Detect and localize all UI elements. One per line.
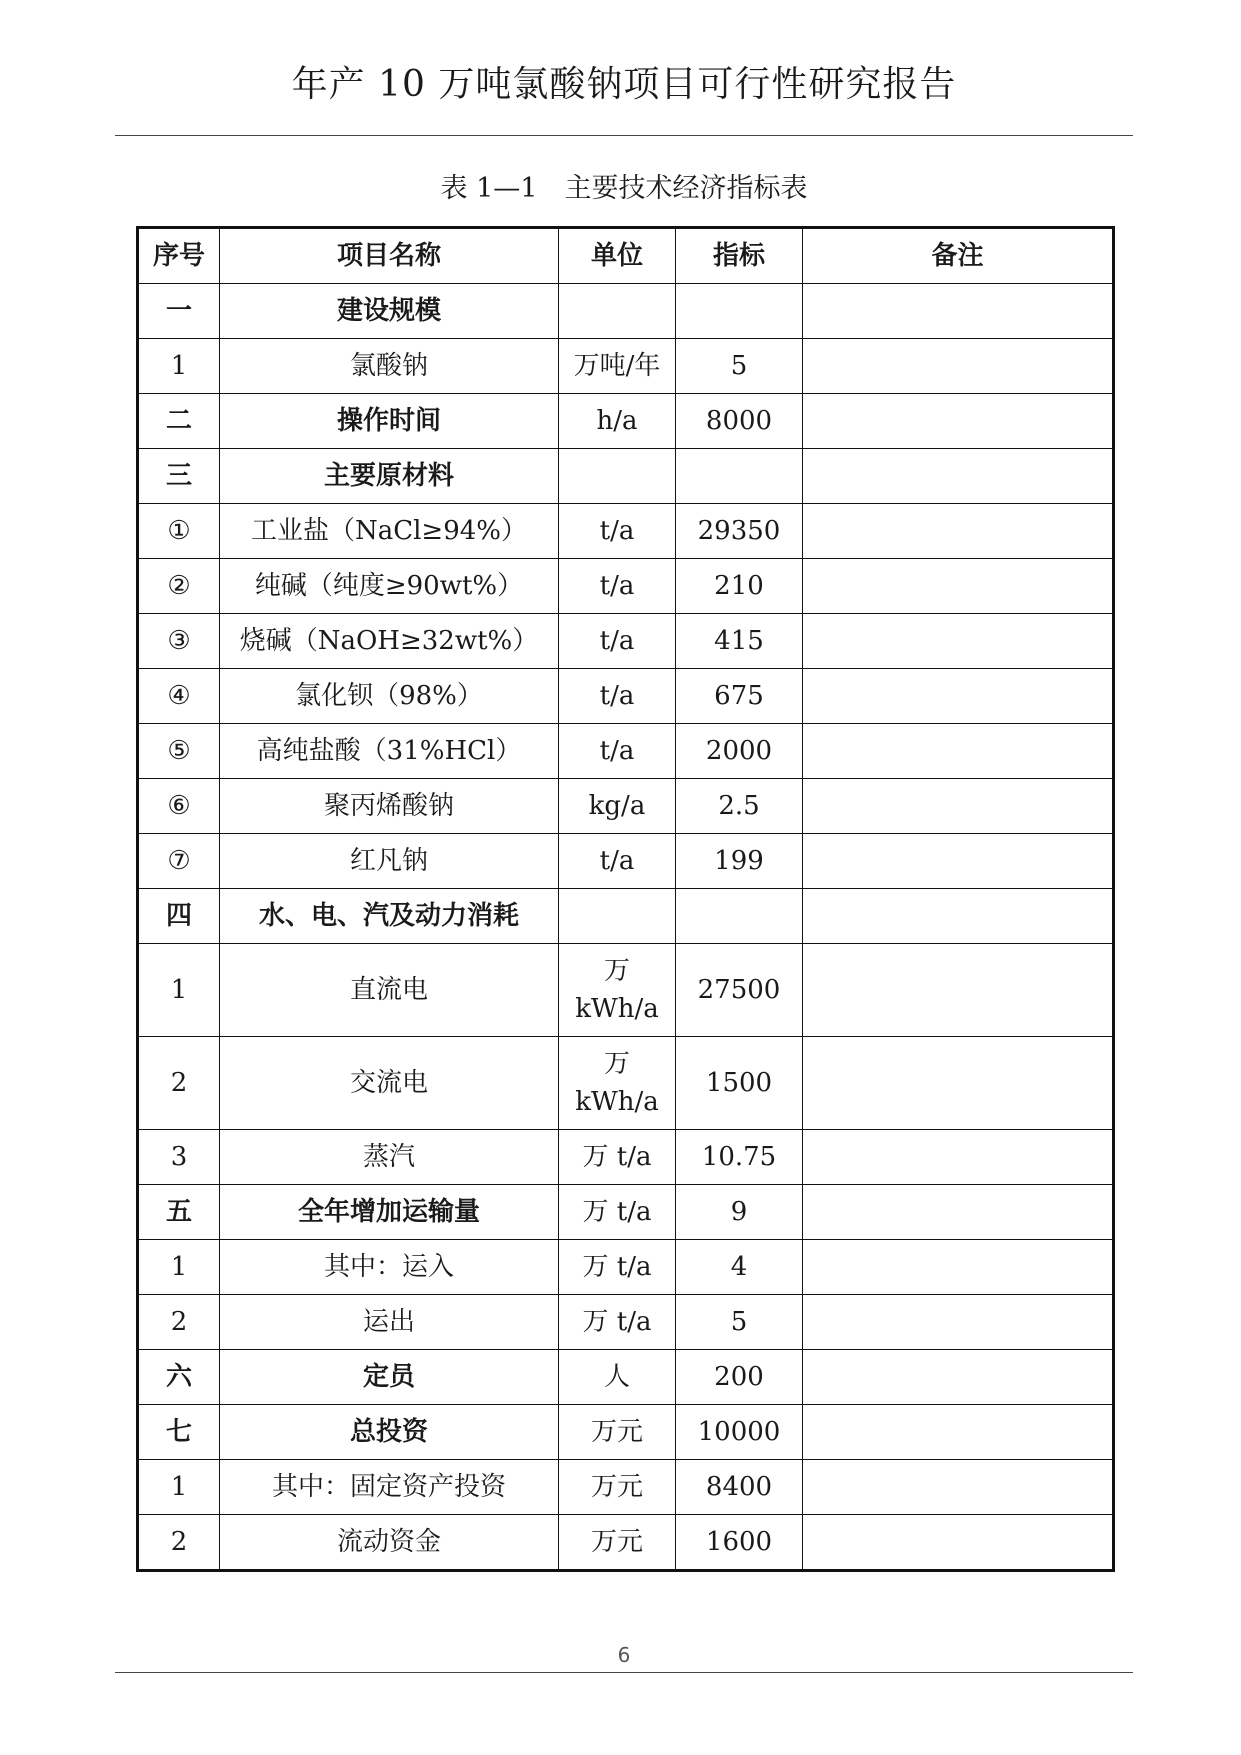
item-name-cell: 定员	[220, 1350, 559, 1405]
remarks-cell	[803, 1295, 1114, 1350]
table-section-row	[138, 449, 1114, 504]
indicator-value-cell	[676, 284, 803, 339]
indicator-value-cell: 210	[676, 559, 803, 614]
header-divider	[115, 135, 1133, 136]
remarks-cell	[803, 449, 1114, 504]
row-index-cell: ⑥	[138, 779, 220, 834]
table-header-row	[138, 228, 1114, 284]
row-index-cell: 2	[138, 1515, 220, 1571]
column-header-indicator: 指标	[676, 228, 803, 284]
indicator-value-cell: 10.75	[676, 1130, 803, 1185]
indicator-value-cell: 2.5	[676, 779, 803, 834]
item-name-cell: 蒸汽	[220, 1130, 559, 1185]
remarks-cell	[803, 1350, 1114, 1405]
row-index-cell: 四	[138, 889, 220, 944]
unit-cell: 万 kWh/a	[559, 944, 676, 1037]
item-name-cell: 直流电	[220, 944, 559, 1037]
row-index-cell: 二	[138, 394, 220, 449]
remarks-cell	[803, 944, 1114, 1037]
item-name-cell: 操作时间	[220, 394, 559, 449]
remarks-cell	[803, 1405, 1114, 1460]
indicator-value-cell: 29350	[676, 504, 803, 559]
table-section-row	[138, 1185, 1114, 1240]
indicator-value-cell: 8000	[676, 394, 803, 449]
row-index-cell: ①	[138, 504, 220, 559]
indicator-value-cell: 2000	[676, 724, 803, 779]
unit-cell: t/a	[559, 834, 676, 889]
page-number: 6	[617, 1643, 631, 1667]
remarks-cell	[803, 889, 1114, 944]
remarks-cell	[803, 669, 1114, 724]
item-name-cell: 氯酸钠	[220, 339, 559, 394]
unit-cell: t/a	[559, 559, 676, 614]
row-index-cell: ③	[138, 614, 220, 669]
item-name-cell: 红凡钠	[220, 834, 559, 889]
item-name-cell: 其中：固定资产投资	[220, 1460, 559, 1515]
remarks-cell	[803, 614, 1114, 669]
remarks-cell	[803, 1240, 1114, 1295]
row-index-cell: 三	[138, 449, 220, 504]
row-index-cell: 1	[138, 339, 220, 394]
table-row	[138, 504, 1114, 559]
item-name-cell: 主要原材料	[220, 449, 559, 504]
table-row	[138, 339, 1114, 394]
indicator-value-cell: 200	[676, 1350, 803, 1405]
column-header-item-name: 项目名称	[220, 228, 559, 284]
item-name-cell: 水、电、汽及动力消耗	[220, 889, 559, 944]
unit-cell: 万 t/a	[559, 1185, 676, 1240]
item-name-cell: 流动资金	[220, 1515, 559, 1571]
indicator-value-cell	[676, 889, 803, 944]
table-section-row	[138, 394, 1114, 449]
remarks-cell	[803, 1515, 1114, 1571]
row-index-cell: 1	[138, 1460, 220, 1515]
indicator-value-cell: 9	[676, 1185, 803, 1240]
row-index-cell: 1	[138, 944, 220, 1037]
indicator-table	[136, 226, 1115, 1572]
row-index-cell: 1	[138, 1240, 220, 1295]
remarks-cell	[803, 1185, 1114, 1240]
item-name-cell: 建设规模	[220, 284, 559, 339]
table-row	[138, 724, 1114, 779]
unit-cell: 万 t/a	[559, 1130, 676, 1185]
item-name-cell: 运出	[220, 1295, 559, 1350]
row-index-cell: 3	[138, 1130, 220, 1185]
column-header-index: 序号	[138, 228, 220, 284]
unit-cell: t/a	[559, 504, 676, 559]
unit-cell: 万 t/a	[559, 1295, 676, 1350]
table-row	[138, 669, 1114, 724]
table-section-row	[138, 889, 1114, 944]
item-name-cell: 工业盐（NaCl≥94%）	[220, 504, 559, 559]
unit-cell: t/a	[559, 724, 676, 779]
unit-cell: 人	[559, 1350, 676, 1405]
table-row	[138, 614, 1114, 669]
unit-cell: t/a	[559, 614, 676, 669]
unit-cell: 万元	[559, 1460, 676, 1515]
unit-cell: 万吨/年	[559, 339, 676, 394]
indicator-value-cell: 27500	[676, 944, 803, 1037]
remarks-cell	[803, 394, 1114, 449]
remarks-cell	[803, 339, 1114, 394]
row-index-cell: ⑤	[138, 724, 220, 779]
unit-cell	[559, 284, 676, 339]
remarks-cell	[803, 1130, 1114, 1185]
item-name-cell: 烧碱（NaOH≥32wt%）	[220, 614, 559, 669]
row-index-cell: ⑦	[138, 834, 220, 889]
remarks-cell	[803, 1037, 1114, 1130]
table-section-row	[138, 1405, 1114, 1460]
unit-cell: t/a	[559, 669, 676, 724]
remarks-cell	[803, 1460, 1114, 1515]
remarks-cell	[803, 779, 1114, 834]
indicator-value-cell: 199	[676, 834, 803, 889]
table-body	[138, 284, 1114, 1571]
item-name-cell: 其中：运入	[220, 1240, 559, 1295]
table-row	[138, 1295, 1114, 1350]
table-section-row	[138, 284, 1114, 339]
table-row	[138, 1130, 1114, 1185]
indicator-value-cell	[676, 449, 803, 504]
row-index-cell: 七	[138, 1405, 220, 1460]
unit-cell: kg/a	[559, 779, 676, 834]
row-index-cell: 2	[138, 1295, 220, 1350]
table-row	[138, 834, 1114, 889]
unit-cell: h/a	[559, 394, 676, 449]
table-row	[138, 1037, 1114, 1130]
unit-cell: 万元	[559, 1405, 676, 1460]
remarks-cell	[803, 724, 1114, 779]
table-section-row	[138, 1350, 1114, 1405]
unit-cell	[559, 449, 676, 504]
item-name-cell: 高纯盐酸（31%HCl）	[220, 724, 559, 779]
indicator-value-cell: 10000	[676, 1405, 803, 1460]
item-name-cell: 氯化钡（98%）	[220, 669, 559, 724]
indicator-value-cell: 5	[676, 339, 803, 394]
indicator-value-cell: 1600	[676, 1515, 803, 1571]
remarks-cell	[803, 504, 1114, 559]
indicator-table-container	[136, 226, 1112, 1572]
table-row	[138, 559, 1114, 614]
table-caption: 表 1—1 主要技术经济指标表	[440, 173, 808, 204]
footer-divider	[115, 1672, 1133, 1673]
item-name-cell: 全年增加运输量	[220, 1185, 559, 1240]
indicator-value-cell: 4	[676, 1240, 803, 1295]
unit-cell: 万 kWh/a	[559, 1037, 676, 1130]
row-index-cell: ④	[138, 669, 220, 724]
row-index-cell: 五	[138, 1185, 220, 1240]
table-row	[138, 1240, 1114, 1295]
table-row	[138, 1460, 1114, 1515]
item-name-cell: 聚丙烯酸钠	[220, 779, 559, 834]
indicator-value-cell: 415	[676, 614, 803, 669]
row-index-cell: 一	[138, 284, 220, 339]
row-index-cell: ②	[138, 559, 220, 614]
table-row	[138, 944, 1114, 1037]
indicator-value-cell: 5	[676, 1295, 803, 1350]
page-header-title: 年产 10 万吨氯酸钠项目可行性研究报告	[291, 64, 957, 105]
column-header-unit: 单位	[559, 228, 676, 284]
table-row	[138, 1515, 1114, 1571]
item-name-cell: 纯碱（纯度≥90wt%）	[220, 559, 559, 614]
item-name-cell: 交流电	[220, 1037, 559, 1130]
column-header-remarks: 备注	[803, 228, 1114, 284]
unit-cell	[559, 889, 676, 944]
remarks-cell	[803, 834, 1114, 889]
table-row	[138, 779, 1114, 834]
row-index-cell: 六	[138, 1350, 220, 1405]
indicator-value-cell: 8400	[676, 1460, 803, 1515]
remarks-cell	[803, 559, 1114, 614]
unit-cell: 万元	[559, 1515, 676, 1571]
indicator-value-cell: 675	[676, 669, 803, 724]
indicator-value-cell: 1500	[676, 1037, 803, 1130]
unit-cell: 万 t/a	[559, 1240, 676, 1295]
row-index-cell: 2	[138, 1037, 220, 1130]
remarks-cell	[803, 284, 1114, 339]
item-name-cell: 总投资	[220, 1405, 559, 1460]
